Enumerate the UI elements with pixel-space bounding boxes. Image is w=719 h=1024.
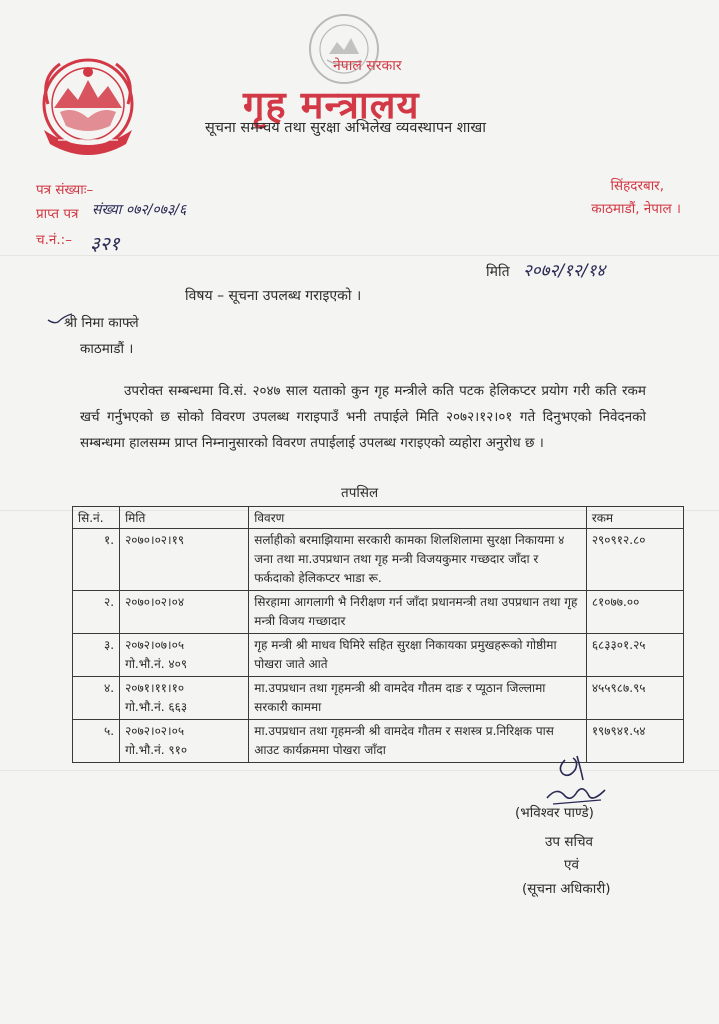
- patra-sankhya-label: पत्र संख्याः–: [36, 182, 94, 198]
- row-date: [120, 720, 249, 763]
- header-description: विवरण: [249, 507, 587, 529]
- row-date-value: २०७०।०२।१९: [125, 533, 185, 547]
- row-date-value: २०७१।११।१०: [125, 681, 185, 695]
- table-row: [73, 634, 684, 677]
- row-amount: ४५५९८७.९५: [586, 677, 683, 720]
- row-sn: ४.: [73, 677, 120, 720]
- prapta-patra-value: संख्या ०७२/०७३/६: [92, 202, 187, 218]
- row-date: [120, 677, 249, 720]
- chalani-number-label: च.नं.:–: [36, 232, 72, 248]
- date-value: २०७२/१२/१४: [522, 261, 606, 281]
- table-row: [73, 677, 684, 720]
- header-date: मिति: [120, 507, 249, 529]
- signatory-and: एवं: [564, 857, 579, 873]
- row-amount: ६८३३०१.२५: [586, 634, 683, 677]
- letter-body: उपरोक्त सम्बन्धमा वि.सं. २०४७ साल यताको कुन गृह मन्त्रीले कति पटक हेलिकप्टर प्रयोग गरी कति रकम खर्च गर्नुभएको छ सोको विवरण उपलब्ध गराइपाउँ भनी तपाईले मिति २०७२।१२।०१ गते दिनुभएको निवेदनको सम्बन्धमा हालसम्म प्राप्त निम्नानुसारको विवरण तपाईलाई उपलब्ध गराइएको व्यहोरा अनुरोध छ ।: [80, 383, 646, 451]
- row-date: [120, 634, 249, 677]
- row-voucher-number: गो.भौ.नं. ९१०: [125, 743, 188, 757]
- nepal-government-emblem-icon: [30, 48, 146, 164]
- government-name: नेपाल सरकार: [333, 58, 402, 74]
- signatory-role: (सूचना अधिकारी): [522, 881, 611, 897]
- row-sn: ५.: [73, 720, 120, 763]
- ministry-name: गृह मन्त्रालय: [243, 83, 420, 127]
- header-sn: सि.नं.: [73, 507, 120, 529]
- table-caption: तपसिल: [341, 485, 379, 501]
- date-label: मिति: [486, 264, 510, 280]
- table-row: [73, 529, 684, 591]
- letter-date: [486, 258, 605, 281]
- address-line-1: सिंहदरबार,: [610, 178, 664, 194]
- row-description: मा.उपप्रधान तथा गृहमन्त्री श्री वामदेव गौतम दाङ र प्यूठान जिल्लामा सरकारी काममा: [249, 677, 587, 720]
- row-date-value: २०७०।०२।०४: [125, 595, 185, 609]
- row-date: [120, 591, 249, 634]
- signatory-name: (भविश्वर पाण्डे): [515, 805, 594, 821]
- row-description: सर्लाहीको बरमाझियामा सरकारी कामका शिलशिलामा सुरक्षा निकायमा ४ जना तथा मा.उपप्रधान तथा गृह मन्त्री विजयकुमार गच्छदार जाँदा र फर्कदाको हेलिकप्टर भाडा रू.: [249, 529, 587, 591]
- row-amount: २९०९१२.८०: [586, 529, 683, 591]
- section-name: सूचना समन्वय तथा सुरक्षा अभिलेख व्यवस्थापन शाखा: [205, 120, 486, 136]
- signatory-post: उप सचिव: [545, 834, 594, 850]
- subject-line: विषय – सूचना उपलब्ध गराइएको ।: [185, 288, 362, 304]
- row-description: गृह मन्त्री श्री माधव घिमिरे सहित सुरक्षा निकायका प्रमुखहरूको गोष्ठीमा पोखरा जाते आते: [249, 634, 587, 677]
- row-voucher-number: गो.भौ.नं. ४०९: [125, 657, 188, 671]
- chalani-number-value: ३२१: [90, 233, 120, 255]
- table-row: [73, 591, 684, 634]
- details-table: [72, 506, 684, 763]
- row-description: सिरहामा आगलागी भै निरीक्षण गर्न जाँदा प्रधानमन्त्री तथा उपप्रधान तथा गृह मन्त्री विजय गच्छादार: [249, 591, 587, 634]
- row-amount: ८१०७७.००: [586, 591, 683, 634]
- recipient-name: श्री निमा काफ्ले: [64, 315, 139, 331]
- row-voucher-number: गो.भौ.नं. ६६३: [125, 700, 188, 714]
- row-sn: १.: [73, 529, 120, 591]
- row-date: [120, 529, 249, 591]
- row-description: मा.उपप्रधान तथा गृहमन्त्री श्री वामदेव गौतम र सशस्त्र प्र.निरिक्षक पास आउट कार्यक्रममा पोखरा जाँदा: [249, 720, 587, 763]
- header-amount: रकम: [586, 507, 683, 529]
- row-date-value: २०७२।०२।०५: [125, 724, 185, 738]
- recipient-place: काठमाडौं ।: [80, 341, 134, 357]
- table-header-row: [73, 507, 684, 529]
- row-sn: २.: [73, 591, 120, 634]
- row-date-value: २०७२।०७।०५: [125, 638, 185, 652]
- row-sn: ३.: [73, 634, 120, 677]
- address-line-2: काठमाडौं, नेपाल ।: [591, 201, 681, 217]
- prapta-patra-label: प्राप्त पत्र: [36, 206, 79, 222]
- row-amount: १९७९४१.५४: [586, 720, 683, 763]
